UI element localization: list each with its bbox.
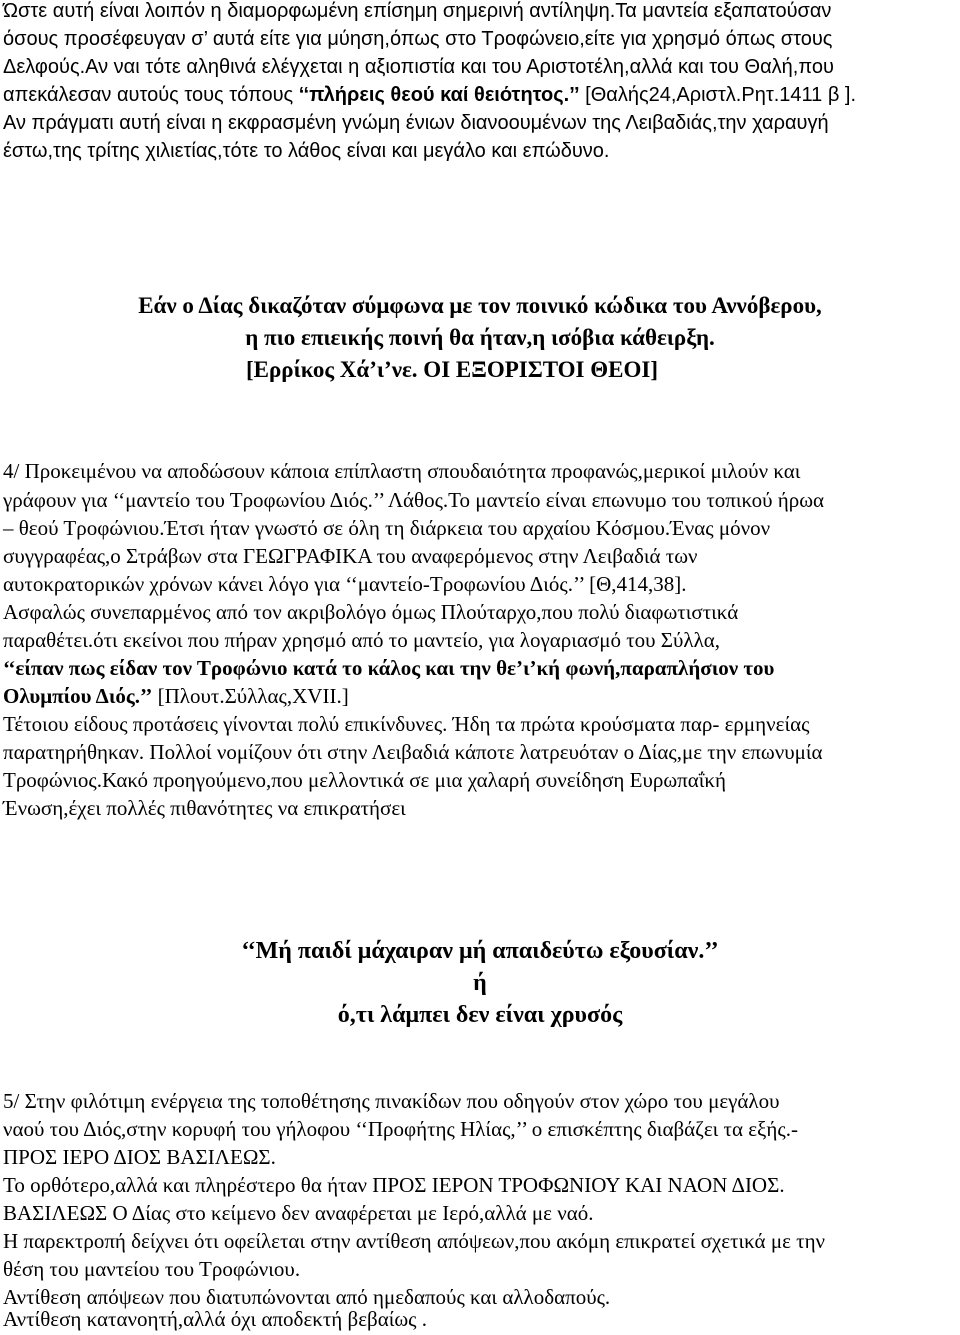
section4-line-5: αυτοκρατορικών χρόνων κάνει λόγο για ‘‘μαντείο-Τροφωνίου Διός.’’ [Θ,414,38]. — [3, 572, 687, 596]
section4-line-7: παραθέτει.ότι εκείνοι που πήραν χρησμό από το μαντείο, για λογαριασμό του Σύλλα, — [3, 628, 721, 652]
section4-line-10: Τέτοιου είδους προτάσεις γίνονται πολύ επικίνδυνες. Ήδη τα πρώτα κρούσματα παρ- ερμηνείας — [3, 712, 810, 736]
section4-line-3: – θεού Τροφώνιου.Έτσι ήταν γνωστό σε όλη τη διάρκεια του αρχαίου Κόσμου.Ένας μόνον — [3, 516, 771, 540]
intro-line-6: έστω,της τρίτης χιλιετίας,τότε το λάθος είναι και μεγάλο και επώδυνο. — [3, 140, 610, 162]
section5-line-6: Η παρεκτροπή δείχνει ότι οφείλεται στην αντίθεση απόψεων,που ακόμη επικρατεί σχετικά με την — [3, 1229, 826, 1253]
section5-line-3: ΠΡΟΣ ΙΕΡΟ ΔΙΟΣ ΒΑΣΙΛΕΩΣ. — [3, 1145, 276, 1169]
section4-line-11: παρατηρήθηκαν. Πολλοί νομίζουν ότι στην Λειβαδιά κάποτε λατρευόταν ο Δίας,με την επωνυμία — [3, 740, 823, 764]
proverb-line-3: ό,τι λάμπει δεν είναι χρυσός — [337, 1002, 623, 1028]
epigraph-citation: [Ερρίκος Χά’ι’νε. ΟΙ ΕΞΟΡΙΣΤΟΙ ΘΕΟΙ] — [246, 357, 658, 382]
section4-citation: [Πλουτ.Σύλλας,XVII.] — [152, 684, 349, 708]
intro-line-1: Ώστε αυτή είναι λοιπόν η διαμορφωμένη επίσημη σημερινή αντίληψη.Τα μαντεία εξαπατούσαν — [3, 0, 832, 22]
epigraph-line-2: η πιο επιεικής ποινή θα ήταν,η ισόβια κάθειρξη. — [245, 325, 715, 350]
intro-line-3: Δελφούς.Αν ναι τότε αληθινά ελέγχεται η αξιοπιστία και του Αριστοτέλη,αλλά και του Θαλή,που — [3, 56, 834, 78]
section5-line-1: 5/ Στην φιλότιμη ενέργεια της τοποθέτησης πινακίδων που οδηγούν στον χώρο του μεγάλου — [3, 1089, 780, 1113]
proverb-line-2: ή — [473, 970, 487, 996]
epigraph-line-1: Εάν ο Δίας δικαζόταν σύμφωνα με τον ποινικό κώδικα του Αννόβερου, — [138, 293, 822, 318]
intro-line-4 — [3, 81, 856, 109]
section4-line-12: Τροφώνιος.Κακό προηγούμενο,που μελλοντικά σε μια χαλαρή συνείδηση Ευρωπαΐκή — [3, 768, 726, 792]
section4-line-9 — [3, 682, 349, 711]
section5-line-9: Αντίθεση κατανοητή,αλλά όχι αποδεκτή βεβαίως . — [3, 1307, 427, 1331]
section4-quote-line-1: ‘‘είπαν πως είδαν τον Τροφώνιο κατά το κάλος και την θε’ι’κή φωνή,παραπλήσιον του — [3, 656, 775, 680]
section4-line-6: Ασφαλώς συνεπαρμένος από τον ακριβολόγο όμως Πλούταρχο,που πολύ διαφωτιστικά — [3, 600, 739, 624]
section4-line-1: 4/ Προκειμένου να αποδώσουν κάποια επίπλαστη σπουδαιότητα προφανώς,μερικοί μιλούν και — [3, 459, 801, 483]
section5-line-4: Το ορθότερο,αλλά και πληρέστερο θα ήταν ΠΡΟΣ ΙΕΡΟΝ ΤΡΟΦΩΝΙΟΥ ΚΑΙ ΝΑΟΝ ΔΙΟΣ. — [3, 1173, 785, 1197]
intro-line-5: Αν πράγματι αυτή είναι η εκφρασμένη γνώμη ένιων διανοουμένων της Λειβαδιάς,την χαραυγή — [3, 112, 829, 134]
section4-line-4: συγγραφέας,ο Στράβων στα ΓΕΩΓΡΑΦΙΚΑ του αναφερόμενος στην Λειβαδιά των — [3, 544, 698, 568]
intro-quote-bold: ‘‘πλήρεις θεού καί θειότητος.’’ — [298, 84, 580, 106]
intro-line-2: όσους προσέφευγαν σ’ αυτά είτε για μύηση,όπως στο Τροφώνειο,είτε για χρησμό όπως στους — [3, 28, 833, 50]
section5-line-7: θέση του μαντείου του Τροφώνιου. — [3, 1257, 301, 1281]
section5-line-8: Αντίθεση απόψεων που διατυπώνονται από ημεδαπούς και αλλοδαπούς. — [3, 1285, 611, 1309]
intro-line-4-text: απεκάλεσαν αυτούς τους τόπους — [3, 84, 299, 106]
proverb-line-1: ‘‘Μή παιδί μάχαιραν μή απαιδεύτω εξουσίαν.’’ — [241, 938, 719, 964]
section5-line-2: ναού του Διός,στην κορυφή του γήλοφου ‘‘Προφήτης Ηλίας,’’ ο επισκέπτης διαβάζει τα εξής.- — [3, 1117, 798, 1141]
section4-line-2: γράφουν για ‘‘μαντείο του Τροφωνίου Διός.’’ Λάθος.Το μαντείο είναι επωνυμο του τοπικού ήρωα — [3, 488, 825, 512]
intro-citation: [Θαλής24,Αριστλ.Ρητ.1411 β ]. — [579, 84, 857, 106]
section5-line-5: ΒΑΣΙΛΕΩΣ Ο Δίας στο κείμενο δεν αναφέρεται με Ιερό,αλλά με ναό. — [3, 1201, 594, 1225]
section4-quote-line-2: Ολυμπίου Διός.’’ — [3, 684, 153, 708]
section4-line-13: Ένωση,έχει πολλές πιθανότητες να επικρατήσει — [3, 796, 406, 820]
